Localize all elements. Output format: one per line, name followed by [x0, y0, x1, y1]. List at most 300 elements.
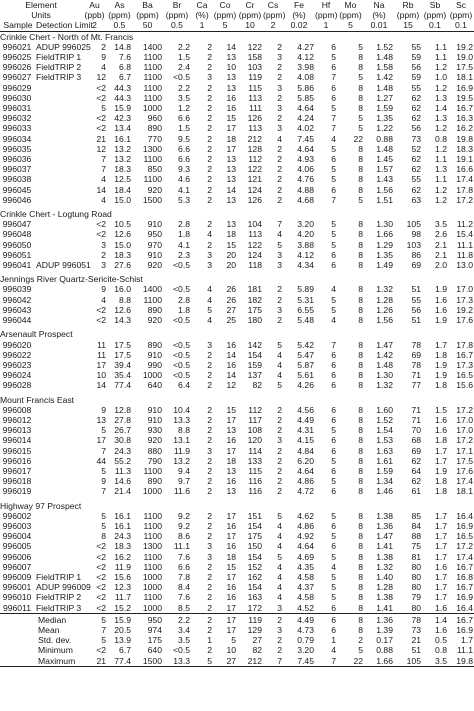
- cell-value: 8: [358, 92, 363, 103]
- statistics-row: [0, 645, 474, 655]
- sample-id: 996035: [2, 143, 32, 154]
- detection-limit-value: 5: [213, 20, 237, 31]
- sample-id: 996032: [2, 113, 32, 124]
- cell-value: 126: [247, 113, 262, 124]
- duplicate-note: [34, 476, 82, 486]
- statistic-value: 974: [147, 624, 162, 635]
- cell-value: 56: [411, 123, 421, 134]
- cell-value: 8: [358, 164, 363, 175]
- cell-value: 1.51: [376, 194, 393, 205]
- cell-value: 154: [247, 582, 262, 593]
- cell-value: 2.1: [435, 249, 447, 260]
- cell-value: 8: [358, 561, 363, 572]
- cell-value: 4.08: [297, 72, 314, 83]
- statistic-value: 640: [147, 645, 162, 656]
- statistic-value: 15.9: [107, 613, 132, 625]
- element-name: Hf: [321, 0, 331, 10]
- cell-value: 5: [331, 229, 336, 240]
- cell-value: 13.2: [114, 143, 131, 154]
- cell-value: 4: [207, 315, 212, 326]
- cell-value: 4.24: [297, 113, 314, 124]
- unit-label: (ppm): [238, 10, 262, 21]
- cell-value: <2: [96, 219, 106, 230]
- cell-value: 970: [147, 239, 162, 250]
- cell-value: 5.87: [297, 359, 314, 370]
- cell-value: 4: [277, 359, 282, 370]
- duplicate-note: FieldTRIP 2: [36, 592, 82, 603]
- cell-value: 6: [331, 249, 336, 260]
- cell-value: 920: [147, 184, 162, 195]
- cell-value: 4.35: [297, 561, 314, 572]
- cell-value: 1.7: [435, 582, 447, 593]
- cell-value: 4.20: [297, 229, 314, 240]
- cell-value: 2: [207, 582, 212, 593]
- cell-value: 0.88: [376, 133, 393, 144]
- cell-value: 6: [331, 541, 336, 552]
- cell-value: 1.32: [376, 284, 393, 295]
- cell-value: 8: [358, 486, 363, 497]
- duplicate-note: [34, 144, 82, 154]
- table-row: [0, 123, 474, 133]
- cell-value: 78: [411, 339, 421, 350]
- cell-value: 1.6: [435, 425, 447, 436]
- cell-value: 2: [207, 531, 212, 542]
- cell-value: 26: [226, 294, 236, 305]
- cell-value: 115: [248, 465, 262, 476]
- cell-value: 17.2: [456, 435, 473, 446]
- cell-value: 1.9: [435, 465, 447, 476]
- cell-value: 13.1: [173, 435, 190, 446]
- cell-value: 16.2: [114, 551, 131, 562]
- table-row: [0, 360, 474, 370]
- cell-value: 16.7: [456, 349, 473, 360]
- statistic-value: 1: [331, 635, 336, 646]
- statistic-value: 4: [331, 645, 336, 656]
- sample-id: 996003: [2, 520, 32, 531]
- cell-value: 4.86: [297, 520, 314, 531]
- cell-value: <2: [96, 571, 106, 582]
- table-row: [0, 562, 474, 572]
- cell-value: 180: [247, 315, 262, 326]
- cell-value: 11.1: [456, 239, 473, 250]
- statistic-value: 950: [132, 613, 163, 625]
- table-row: [0, 240, 474, 250]
- cell-value: 3: [207, 339, 212, 350]
- cell-value: 25: [226, 315, 236, 326]
- cell-value: 9: [101, 404, 106, 415]
- sample-id: 996011: [2, 602, 32, 613]
- sample-id: 996036: [2, 154, 32, 165]
- cell-value: 15.9: [114, 103, 131, 114]
- cell-value: 81: [411, 551, 421, 562]
- cell-value: 6: [331, 414, 336, 425]
- cell-value: 1.9: [435, 359, 447, 370]
- duplicate-note: [34, 435, 82, 445]
- cell-value: 2: [207, 184, 212, 195]
- cell-value: 8.4: [178, 582, 190, 593]
- detection-limit-value: 1: [315, 20, 337, 31]
- duplicate-note: [34, 562, 82, 572]
- cell-value: 2: [277, 425, 282, 436]
- cell-value: 7: [101, 486, 106, 497]
- cell-value: 6: [331, 349, 336, 360]
- cell-value: 7: [101, 164, 106, 175]
- sample-id: 996007: [2, 561, 32, 572]
- duplicate-note: [34, 123, 82, 133]
- cell-value: 16.5: [456, 531, 473, 542]
- cell-value: 16.8: [456, 571, 473, 582]
- cell-value: 2: [207, 82, 212, 93]
- cell-value: 3: [207, 551, 212, 562]
- cell-value: 11.9: [114, 561, 131, 572]
- table-row: [0, 295, 474, 305]
- cell-value: 2: [207, 219, 212, 230]
- statistic-value: 2: [207, 645, 212, 656]
- cell-value: 2: [207, 113, 212, 124]
- cell-value: 17: [96, 359, 106, 370]
- cell-value: 1.35: [376, 249, 393, 260]
- duplicate-note: [34, 103, 82, 113]
- cell-value: 4.88: [297, 184, 314, 195]
- statistic-value: <2: [96, 645, 106, 656]
- cell-value: 14: [96, 184, 106, 195]
- cell-value: 4.15: [297, 435, 314, 446]
- cell-value: 6.6: [178, 154, 190, 165]
- cell-value: 13: [226, 194, 236, 205]
- sample-id: 996009: [2, 571, 32, 582]
- cell-value: 2: [277, 315, 282, 326]
- cell-value: 1.43: [376, 174, 393, 185]
- cell-value: 1.60: [376, 404, 393, 415]
- sample-id: 996019: [2, 486, 32, 497]
- cell-value: 3: [277, 123, 282, 134]
- statistic-value: 1.36: [364, 613, 394, 625]
- cell-value: 111: [248, 103, 262, 114]
- statistic-value: 175: [147, 635, 162, 646]
- cell-value: 44.3: [114, 92, 131, 103]
- cell-value: 1.7: [435, 531, 447, 542]
- cell-value: 9.2: [178, 520, 190, 531]
- statistic-value: 11.1: [456, 645, 473, 656]
- cell-value: 2: [207, 455, 212, 466]
- cell-value: 1.56: [376, 315, 393, 326]
- cell-value: 6: [331, 154, 336, 165]
- duplicate-note: [34, 350, 82, 360]
- cell-value: 142: [247, 339, 262, 350]
- statistic-value: 51: [411, 645, 421, 656]
- cell-value: 8: [358, 294, 363, 305]
- cell-value: 18: [226, 133, 236, 144]
- duplicate-note: ADUP 996051: [36, 260, 91, 271]
- sample-id: 996048: [2, 229, 32, 240]
- table-row: [0, 195, 474, 205]
- table-row: [0, 350, 474, 360]
- cell-value: 6: [331, 260, 336, 271]
- cell-value: 5: [101, 425, 106, 436]
- detection-limit-value: 0.5: [107, 20, 132, 31]
- cell-value: 4: [331, 284, 336, 295]
- cell-value: 910: [147, 414, 162, 425]
- cell-value: 2.1: [435, 239, 447, 250]
- cell-value: 0.8: [435, 133, 447, 144]
- cell-value: 19.5: [456, 92, 473, 103]
- cell-value: 640: [147, 380, 162, 391]
- cell-value: 1100: [143, 465, 162, 476]
- cell-value: 3.5: [178, 92, 190, 103]
- cell-value: 1.8: [435, 380, 447, 391]
- cell-value: 5: [331, 455, 336, 466]
- cell-value: 15: [226, 404, 236, 415]
- cell-value: 12: [96, 143, 106, 154]
- sample-id: 996045: [2, 184, 32, 195]
- cell-value: 2.6: [435, 229, 447, 240]
- cell-value: 12.3: [114, 582, 131, 593]
- cell-value: 1.8: [178, 304, 190, 315]
- cell-value: 2: [277, 465, 282, 476]
- cell-value: 35.4: [114, 370, 131, 381]
- cell-value: 920: [147, 315, 162, 326]
- cell-value: 1100: [143, 82, 162, 93]
- cell-value: 3: [207, 541, 212, 552]
- cell-value: 75: [411, 541, 421, 552]
- duplicate-note: [34, 425, 82, 435]
- statistic-label: Mean: [38, 624, 60, 635]
- cell-value: 3: [277, 103, 282, 114]
- table-row: [0, 380, 474, 390]
- cell-value: 7: [101, 445, 106, 456]
- cell-value: 159: [247, 359, 262, 370]
- table-row: [0, 134, 474, 144]
- cell-value: 1.6: [435, 414, 447, 425]
- cell-value: 3: [207, 445, 212, 456]
- statistic-value: 3.20: [297, 645, 314, 656]
- table-row: [0, 185, 474, 195]
- cell-value: 2: [277, 184, 282, 195]
- cell-value: 1.30: [376, 219, 393, 230]
- cell-value: <2: [96, 113, 106, 124]
- cell-value: 1000: [142, 582, 162, 593]
- cell-value: 6: [331, 92, 336, 103]
- duplicate-note: ADUP 996009: [36, 582, 91, 593]
- cell-value: 4.12: [297, 52, 314, 63]
- cell-value: 13: [226, 82, 236, 93]
- cell-value: 126: [247, 194, 262, 205]
- cell-value: 17.0: [456, 414, 473, 425]
- cell-value: 11: [97, 349, 106, 360]
- cell-value: 1.6: [435, 602, 447, 613]
- cell-value: 12.5: [114, 174, 131, 185]
- statistic-value: 7: [263, 656, 283, 667]
- cell-value: 13: [226, 425, 236, 436]
- cell-value: 6: [331, 445, 336, 456]
- cell-value: 2: [277, 284, 282, 295]
- duplicate-note: FieldTRIP 3: [36, 72, 82, 83]
- cell-value: 2: [277, 404, 282, 415]
- cell-value: 1.41: [376, 541, 393, 552]
- cell-value: 6.8: [119, 62, 131, 73]
- section-title: Highway 97 Prospect: [0, 500, 82, 511]
- cell-value: 850: [147, 164, 162, 175]
- cell-value: 9.5: [178, 133, 190, 144]
- sample-id: 996050: [2, 239, 32, 250]
- cell-value: 3: [101, 260, 106, 271]
- cell-value: 4: [331, 133, 336, 144]
- cell-value: 119: [248, 72, 262, 83]
- statistic-value: 5: [231, 635, 236, 646]
- table-row: [0, 541, 474, 551]
- cell-value: 6.4: [178, 380, 190, 391]
- cell-value: 18: [226, 455, 236, 466]
- cell-value: 4.6: [178, 174, 190, 185]
- cell-value: 1.48: [376, 82, 393, 93]
- cell-value: 4.1: [178, 239, 190, 250]
- cell-value: 2: [277, 414, 282, 425]
- cell-value: 17: [226, 414, 236, 425]
- sample-id: 996042: [2, 294, 32, 305]
- cell-value: 1.8: [178, 229, 190, 240]
- cell-value: 6: [331, 359, 336, 370]
- cell-value: 5: [331, 425, 336, 436]
- cell-value: 19.2: [456, 41, 473, 52]
- cell-value: 13.2: [173, 455, 190, 466]
- cell-value: 12.8: [114, 404, 131, 415]
- unit-label: (ppm): [165, 10, 189, 21]
- cell-value: 69: [411, 260, 421, 271]
- unit-label: (ppm): [108, 10, 131, 21]
- cell-value: 4: [101, 62, 106, 73]
- cell-value: <2: [96, 561, 106, 572]
- element-name: Rb: [402, 0, 414, 10]
- statistic-value: 2: [207, 624, 212, 635]
- cell-value: 151: [247, 510, 262, 521]
- cell-value: 8: [358, 359, 363, 370]
- cell-value: 5: [331, 592, 336, 603]
- section-title: Crinkle Chert - North of Mt. Francis: [0, 31, 134, 42]
- section-title: Jennings River Quartz-Sericite-Schist: [0, 274, 143, 285]
- cell-value: 3: [277, 304, 282, 315]
- cell-value: 2: [207, 425, 212, 436]
- cell-value: 3: [277, 602, 282, 613]
- duplicate-note: [34, 154, 82, 164]
- cell-value: 1.7: [435, 551, 447, 562]
- cell-value: 1.7: [435, 455, 447, 466]
- cell-value: 8: [358, 602, 363, 613]
- cell-value: 8.5: [178, 602, 190, 613]
- cell-value: 2: [277, 174, 282, 185]
- cell-value: 6.20: [297, 455, 314, 466]
- cell-value: 4: [277, 349, 282, 360]
- cell-value: 17.4: [456, 174, 473, 185]
- cell-value: 15: [226, 239, 236, 250]
- cell-value: 2: [207, 571, 212, 582]
- statistic-value: 212: [237, 656, 263, 667]
- cell-value: 8: [358, 184, 363, 195]
- cell-value: 13.3: [173, 414, 190, 425]
- cell-value: 1.41: [376, 602, 393, 613]
- cell-value: 1.36: [376, 520, 393, 531]
- cell-value: 6: [331, 602, 336, 613]
- statistic-value: 78: [394, 613, 422, 625]
- cell-value: 4: [277, 370, 282, 381]
- cell-value: 1.2: [435, 184, 447, 195]
- section-title: Mount Francis East: [0, 394, 75, 405]
- cell-value: 910: [147, 349, 162, 360]
- cell-value: 4.37: [297, 582, 314, 593]
- cell-value: 2: [207, 370, 212, 381]
- cell-value: 1.28: [376, 294, 393, 305]
- cell-value: 6.6: [178, 143, 190, 154]
- cell-value: 55.2: [114, 455, 131, 466]
- cell-value: 17.8: [456, 339, 473, 350]
- statistic-value: 7.45: [283, 656, 315, 667]
- cell-value: 4.69: [297, 551, 314, 562]
- cell-value: 13: [226, 465, 236, 476]
- cell-value: 17: [226, 123, 236, 134]
- cell-value: 5: [101, 103, 106, 114]
- cell-value: 17: [226, 571, 236, 582]
- cell-value: 17: [226, 602, 236, 613]
- cell-value: 3.98: [297, 62, 314, 73]
- cell-value: 11.1: [173, 541, 190, 552]
- cell-value: 1.47: [376, 531, 393, 542]
- cell-value: 7.6: [178, 551, 190, 562]
- cell-value: 175: [247, 304, 262, 315]
- cell-value: 14.6: [114, 476, 131, 487]
- statistic-value: 0.88: [376, 645, 393, 656]
- cell-value: 1100: [143, 72, 162, 83]
- duplicate-note: [34, 295, 82, 305]
- cell-value: 212: [247, 133, 262, 144]
- cell-value: 17.2: [456, 541, 473, 552]
- cell-value: 6: [331, 41, 336, 52]
- cell-value: 11.6: [173, 486, 190, 497]
- unit-label: (ppm): [136, 10, 159, 21]
- cell-value: 14.3: [114, 315, 131, 326]
- cell-value: 13: [226, 154, 236, 165]
- cell-value: 7.6: [119, 52, 131, 63]
- cell-value: 1.4: [435, 103, 447, 114]
- cell-value: 42.3: [114, 113, 131, 124]
- cell-value: 5: [331, 164, 336, 175]
- cell-value: 59: [411, 72, 421, 83]
- sample-id: 996029: [2, 82, 32, 93]
- sample-id: 996027: [2, 72, 32, 83]
- cell-value: 6: [331, 370, 336, 381]
- duplicate-note: [34, 284, 82, 294]
- unit-label: (ppm): [339, 10, 362, 21]
- cell-value: 8: [358, 445, 363, 456]
- statistic-value: 4.73: [297, 624, 314, 635]
- cell-value: 1.46: [376, 486, 393, 497]
- cell-value: 44: [96, 455, 106, 466]
- table-row: [0, 531, 474, 541]
- statistic-value: 3.4: [178, 624, 190, 635]
- units-label: Units: [31, 10, 51, 21]
- cell-value: 116: [248, 486, 262, 497]
- cell-value: 122: [247, 164, 262, 175]
- statistic-value: 6: [315, 613, 337, 625]
- cell-value: 1.5: [435, 404, 447, 415]
- cell-value: 5: [331, 571, 336, 582]
- sample-id: 996031: [2, 103, 32, 114]
- cell-value: 39.4: [114, 359, 131, 370]
- section-title-row: [0, 31, 474, 42]
- cell-value: 1.2: [435, 143, 447, 154]
- cell-value: 133: [247, 455, 262, 466]
- sample-id: 996039: [2, 284, 32, 295]
- sample-id: 996012: [2, 414, 32, 425]
- cell-value: 80: [411, 582, 421, 593]
